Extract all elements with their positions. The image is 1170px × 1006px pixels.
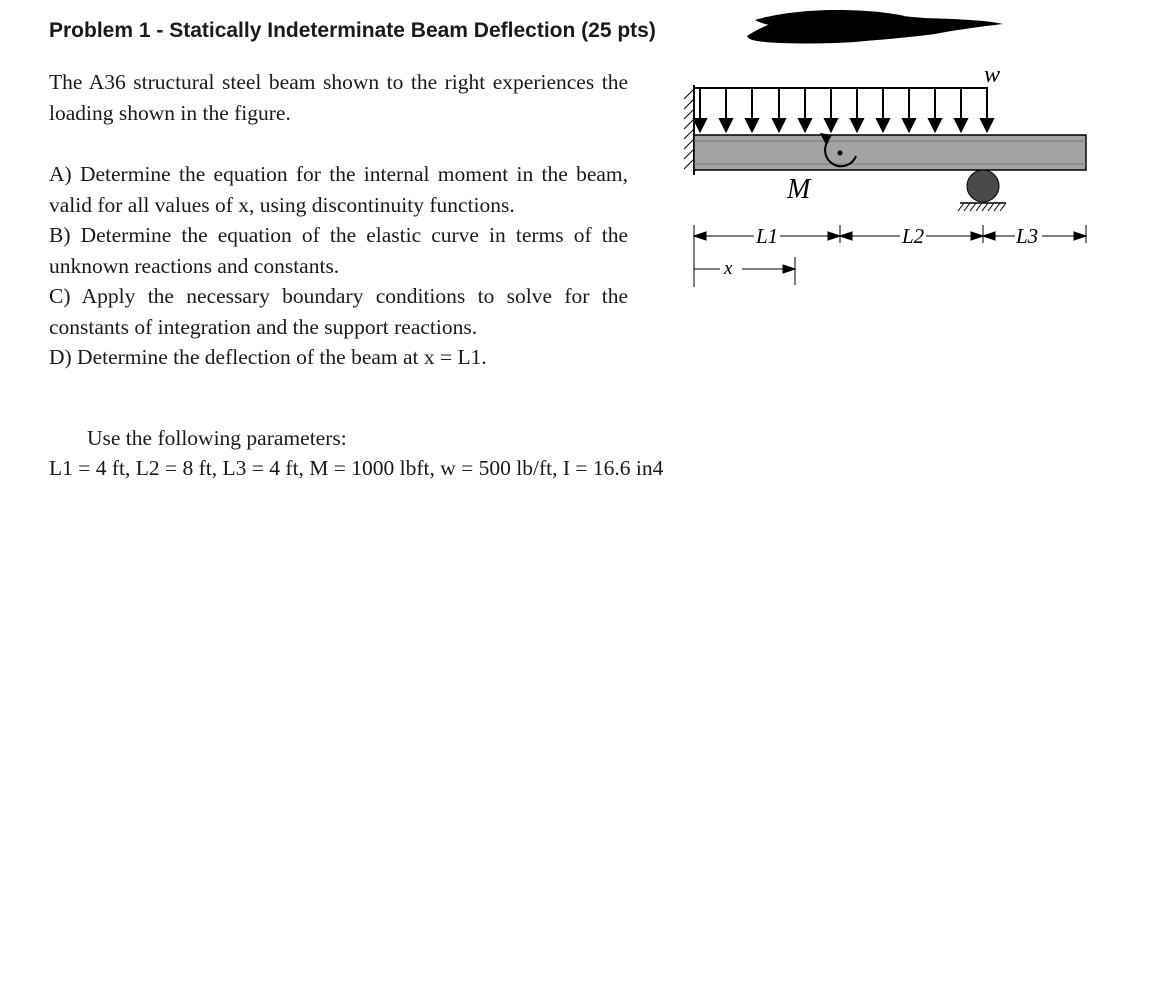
dim-L1-label: L1 xyxy=(756,224,779,248)
wall-hatch xyxy=(684,89,694,169)
moment-center-dot xyxy=(838,151,843,156)
parameters-label: Use the following parameters: xyxy=(87,426,347,450)
dim-L3-label: L3 xyxy=(1016,224,1039,248)
part-a-text: A) Determine the equation for the internal moment in the beam, valid for all values of x, using discontinuity functions. xyxy=(49,162,628,217)
parameters-line: L1 = 4 ft, L2 = 8 ft, L3 = 4 ft, M = 1000 lbft, w = 500 lb/ft, I = 16.6 in4 xyxy=(49,456,664,480)
load-label: w xyxy=(984,62,1001,88)
beam-figure xyxy=(680,55,1100,295)
load-arrows xyxy=(694,88,993,131)
part-c-text: C) Apply the necessary boundary conditions to solve for the constants of integration and the support reactions. xyxy=(49,284,628,339)
intro-paragraph: The A36 structural steel beam shown to the right experiences the loading shown in the figure. xyxy=(49,70,628,125)
part-d-text: D) Determine the deflection of the beam at x = L1. xyxy=(49,345,487,369)
redaction-mark xyxy=(745,6,1007,50)
problem-title: Problem 1 - Statically Indeterminate Beam Deflection (25 pts) xyxy=(49,19,656,42)
roller-support xyxy=(967,170,999,202)
part-b-text: B) Determine the equation of the elastic curve in terms of the unknown reactions and constants. xyxy=(49,223,628,278)
dim-L2-label: L2 xyxy=(902,224,925,248)
dim-x-label: x xyxy=(724,258,733,279)
moment-label: M xyxy=(787,174,811,205)
beam xyxy=(694,135,1086,170)
question-parts xyxy=(49,159,628,373)
